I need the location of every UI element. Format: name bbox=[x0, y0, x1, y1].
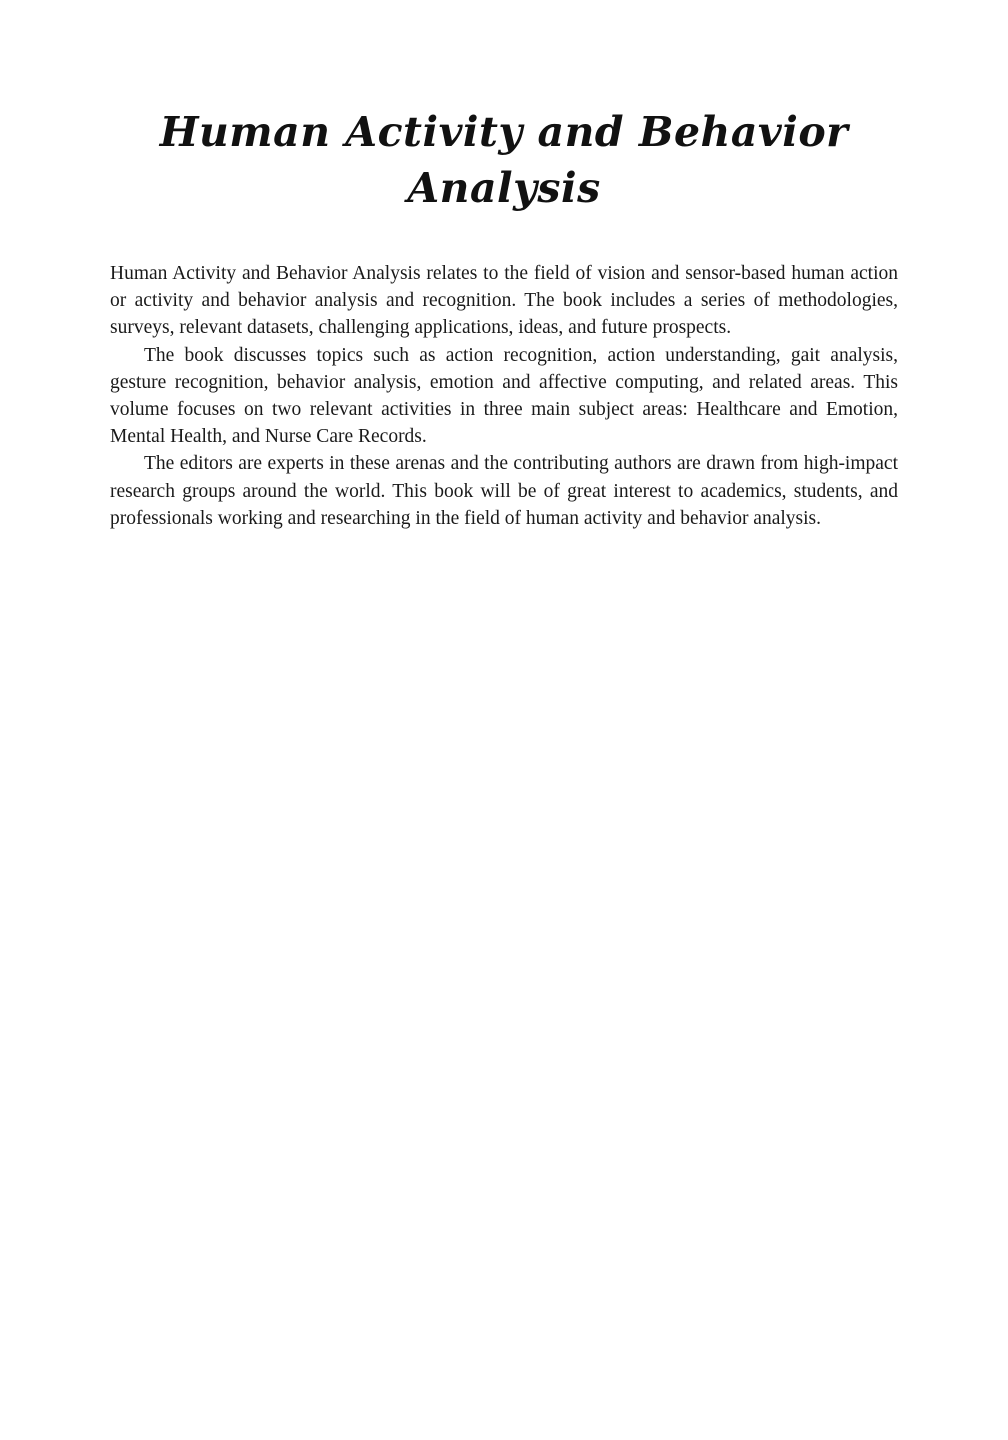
page-title bbox=[110, 104, 898, 216]
paragraph-3: The editors are experts in these arenas and the contributing authors are drawn from high-impact research groups around the world. This book will be of great interest to academics, students, and professionals working and researching in the field of human activity and behavior analysis. bbox=[110, 453, 898, 529]
description-body bbox=[110, 260, 898, 532]
title-line-2: Analysis bbox=[407, 164, 601, 212]
title-line-1: Human Activity and Behavior bbox=[159, 108, 849, 156]
paragraph-1: Human Activity and Behavior Analysis relates to the field of vision and sensor-based human action or activity and behavior analysis and recognition. The book includes a series of methodologies, surveys, relevant datasets, challenging applications, ideas, and future prospects. bbox=[110, 263, 898, 339]
paragraph-2: The book discusses topics such as action recognition, action understanding, gait analysis, gesture recognition, behavior analysis, emotion and affective computing, and related areas. This volume focuses on two relevant activities in three main subject areas: Healthcare and Emotion, Mental Health, and Nurse Care Records. bbox=[110, 344, 898, 448]
